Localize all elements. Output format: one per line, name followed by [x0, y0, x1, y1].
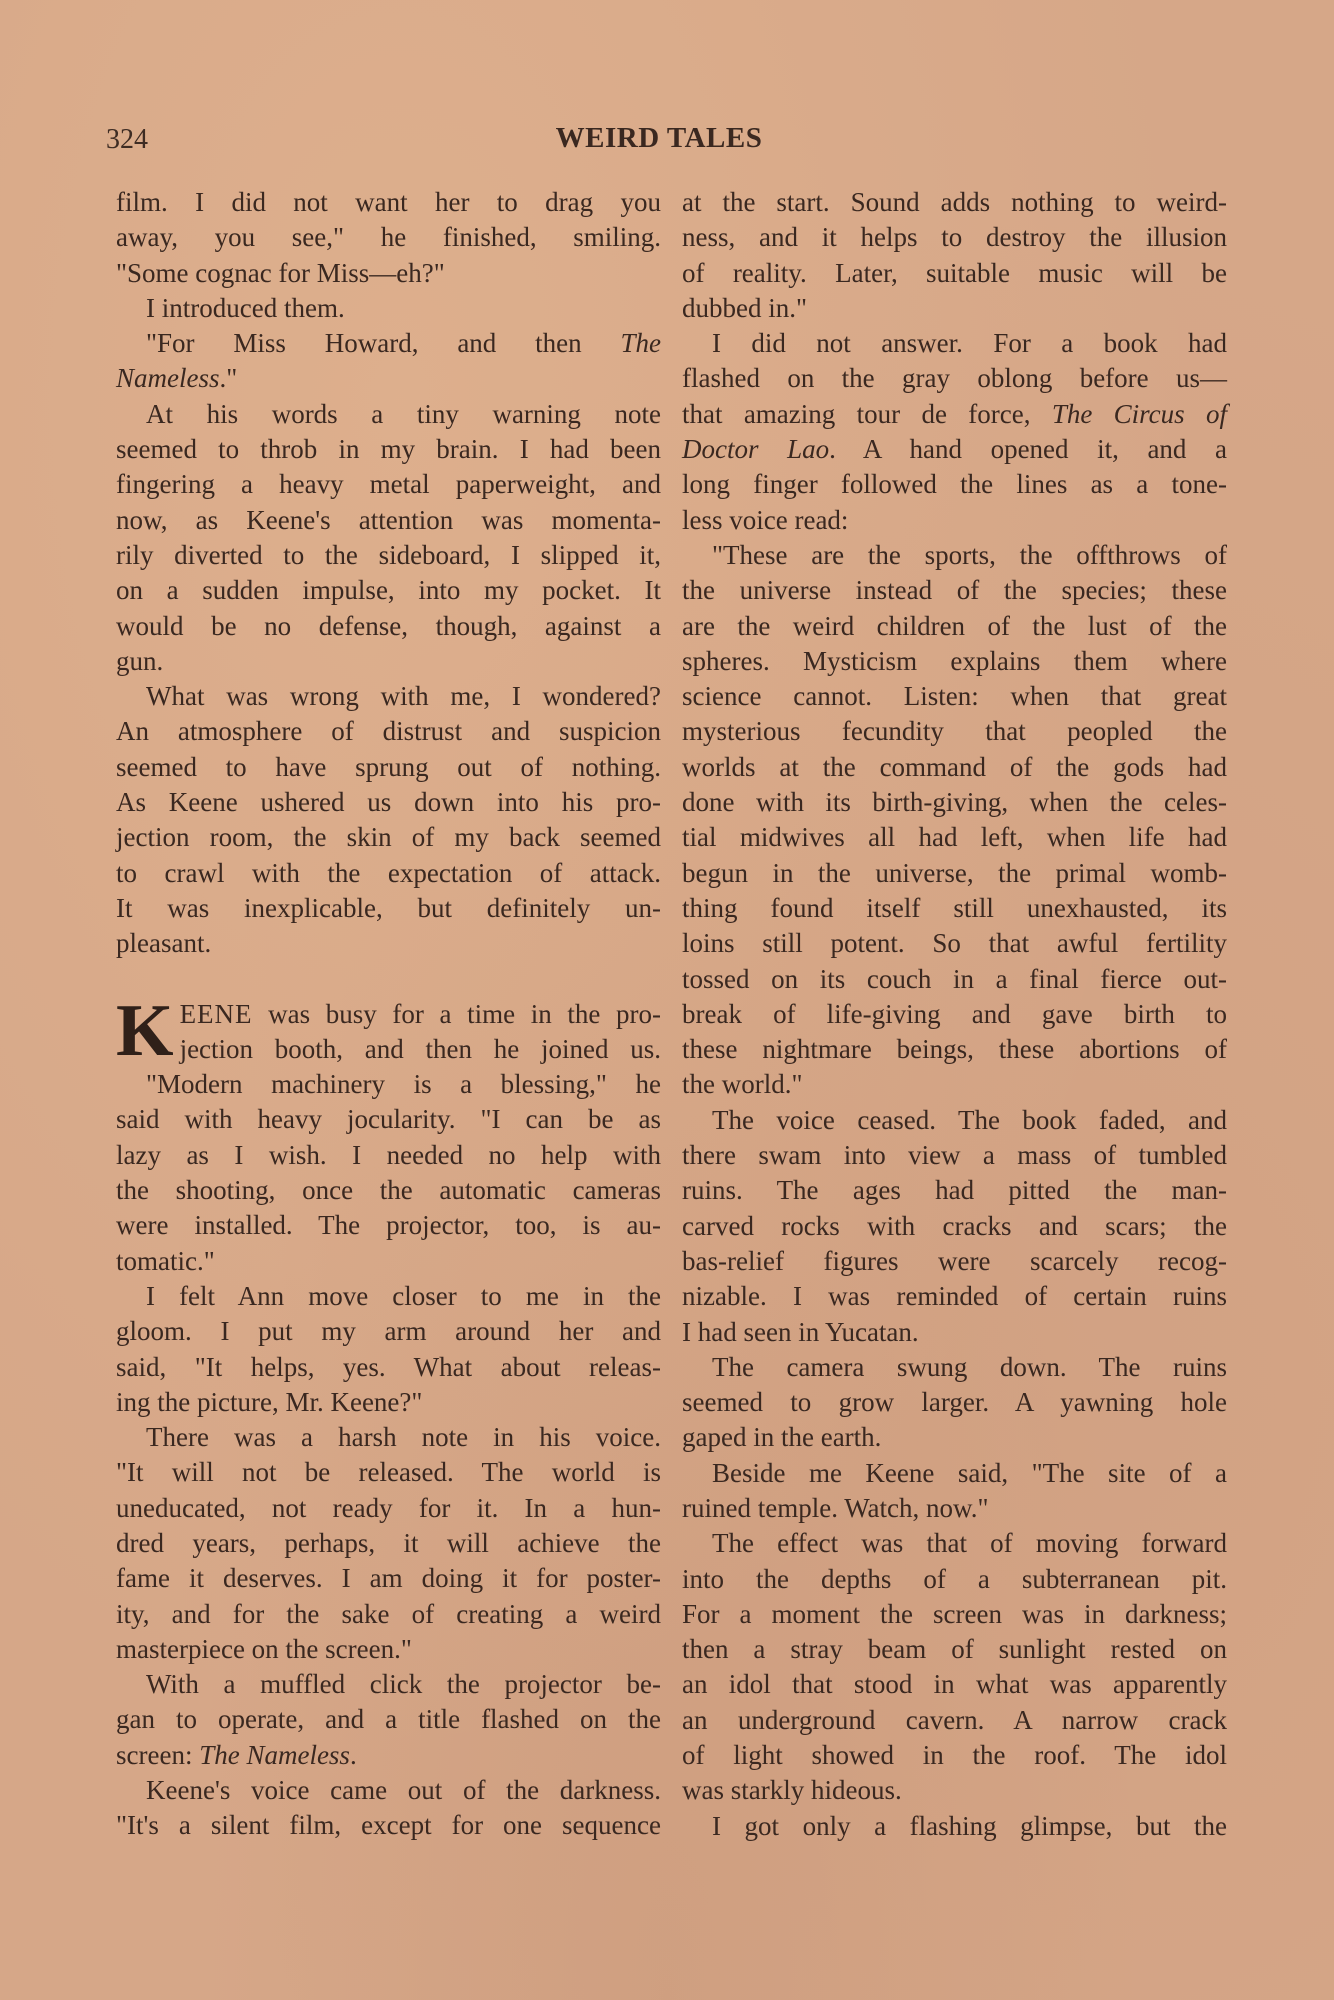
- text-span: .: [349, 1739, 357, 1770]
- text-line: jection booth, and then he joined us.: [179, 1033, 661, 1064]
- text-span: that amazing tour de force,: [682, 398, 1052, 429]
- text-line: tomatic.": [116, 1245, 215, 1276]
- text-span: .": [219, 363, 238, 394]
- text-line: to crawl with the expectation of attack.: [116, 857, 661, 888]
- paragraph: [116, 185, 661, 291]
- text-line: begun in the universe, the primal womb-: [682, 857, 1227, 888]
- small-caps-word: EENE: [179, 998, 253, 1029]
- text-line: these nightmare beings, these abortions of: [682, 1034, 1227, 1065]
- text-line: break of life-giving and gave birth to: [682, 998, 1227, 1029]
- text-line: dubbed in.": [682, 292, 808, 323]
- text-line: pleasant.: [116, 928, 212, 959]
- text-line: would be no defense, though, against a: [116, 610, 661, 641]
- text-line: masterpiece on the screen.": [116, 1633, 412, 1664]
- text-line: on a sudden impulse, into my pocket. It: [116, 575, 661, 606]
- text-line: ness, and it helps to destroy the illusion: [682, 222, 1227, 253]
- text-line: seemed to grow larger. A yawning hole: [682, 1387, 1227, 1418]
- paragraph: [682, 185, 1227, 326]
- paragraph: [682, 1456, 1227, 1527]
- text-line: [682, 432, 1227, 467]
- text-line: carved rocks with cracks and scars; the: [682, 1210, 1227, 1241]
- right-column: [682, 185, 1227, 1844]
- text-line: [116, 1738, 661, 1773]
- text-span: screen:: [116, 1739, 200, 1770]
- text-line: ruins. The ages had pitted the man-: [682, 1175, 1227, 1206]
- text-line: As Keene ushered us down into his pro-: [116, 787, 661, 818]
- text-line: [116, 997, 661, 1032]
- text-line: the shooting, once the automatic cameras: [116, 1175, 661, 1206]
- text-line: There was a harsh note in his voice.: [146, 1422, 661, 1453]
- text-line: The camera swung down. The ruins: [712, 1351, 1227, 1382]
- text-line: I felt Ann move closer to me in the: [146, 1280, 661, 1311]
- text-line: "These are the sports, the offthrows of: [712, 539, 1227, 570]
- text-line: film. I did not want her to drag you: [116, 187, 661, 217]
- paragraph: [682, 1103, 1227, 1350]
- text-line: at the start. Sound adds nothing to weird-: [682, 187, 1227, 217]
- paragraph-dropcap: [116, 989, 661, 1072]
- text-line: The effect was that of moving forward: [712, 1528, 1227, 1559]
- text-line: away, you see," he finished, smiling.: [116, 222, 661, 253]
- text-line: I did not answer. For a book had: [712, 328, 1227, 359]
- text-line: With a muffled click the projector be-: [146, 1669, 661, 1700]
- text-line: ing the picture, Mr. Keene?": [116, 1386, 423, 1417]
- text-line: I had seen in Yucatan.: [682, 1316, 919, 1347]
- left-column: [116, 185, 661, 1844]
- text-line: "Modern machinery is a blessing," he: [146, 1069, 661, 1100]
- text-line: I got only a flashing glimpse, but the: [712, 1810, 1227, 1841]
- text-line: I introduced them.: [146, 292, 345, 323]
- text-line: fingering a heavy metal paperweight, and: [116, 469, 661, 500]
- text-line: were installed. The projector, too, is au-: [116, 1210, 661, 1241]
- text-line: rily diverted to the sideboard, I slipped it,: [116, 539, 661, 570]
- text-line: said with heavy jocularity. "I can be as: [116, 1104, 661, 1135]
- text-span: was busy for a time in the pro-: [252, 998, 661, 1029]
- text-line: tossed on its couch in a final fierce out-: [682, 963, 1227, 994]
- text-line: done with its birth-giving, when the celes-: [682, 787, 1227, 818]
- paragraph: [116, 1067, 661, 1279]
- text-line: jection room, the skin of my back seemed: [116, 822, 661, 853]
- text-line: tial midwives all had left, when life had: [682, 822, 1227, 853]
- text-line: It was inexplicable, but definitely un-: [116, 892, 661, 923]
- text-line: mysterious fecundity that peopled the: [682, 716, 1227, 747]
- text-span: "For Miss Howard, and then: [146, 328, 621, 359]
- paragraph: [116, 1420, 661, 1667]
- text-line: An atmosphere of distrust and suspicion: [116, 716, 661, 747]
- text-line: an underground cavern. A narrow crack: [682, 1704, 1227, 1735]
- paragraph: [116, 397, 661, 679]
- page-number: 324: [106, 124, 148, 155]
- text-line: At his words a tiny warning note: [146, 398, 661, 429]
- text-line: lazy as I wish. I needed no help with: [116, 1139, 661, 1170]
- paragraph: [682, 1526, 1227, 1808]
- text-line: The voice ceased. The book faded, and: [712, 1104, 1227, 1135]
- text-line: ruined temple. Watch, now.": [682, 1492, 989, 1523]
- text-line: seemed to throb in my brain. I had been: [116, 434, 661, 465]
- paragraph: [116, 679, 661, 961]
- text-line: there swam into view a mass of tumbled: [682, 1140, 1227, 1171]
- text-line: fame it deserves. I am doing it for poster-: [116, 1563, 661, 1594]
- paragraph: [116, 291, 661, 326]
- text-line: long finger followed the lines as a tone-: [682, 469, 1227, 500]
- text-line: was starkly hideous.: [682, 1775, 902, 1806]
- text-line: "Some cognac for Miss—eh?": [116, 257, 445, 288]
- paragraph: [682, 538, 1227, 1103]
- paragraph: [116, 326, 661, 397]
- text-line: into the depths of a subterranean pit.: [682, 1563, 1227, 1594]
- text-line: flashed on the gray oblong before us—: [682, 363, 1227, 394]
- text-line: gloom. I put my arm around her and: [116, 1316, 661, 1347]
- text-line: dred years, perhaps, it will achieve the: [116, 1527, 661, 1558]
- text-line: gaped in the earth.: [682, 1422, 882, 1453]
- text-line: nizable. I was reminded of certain ruins: [682, 1281, 1227, 1312]
- text-line: For a moment the screen was in darkness;: [682, 1598, 1227, 1629]
- text-line: gan to operate, and a title flashed on the: [116, 1704, 661, 1735]
- text-line: ity, and for the sake of creating a weird: [116, 1598, 661, 1629]
- italic-title: Nameless: [116, 363, 220, 394]
- text-line: spheres. Mysticism explains them where: [682, 645, 1227, 676]
- text-line: the universe instead of the species; these: [682, 575, 1227, 606]
- paragraph: [116, 1667, 661, 1773]
- italic-title: Doctor Lao: [682, 434, 830, 465]
- text-line: of reality. Later, suitable music will be: [682, 257, 1227, 288]
- text-line: Beside me Keene said, "The site of a: [712, 1457, 1227, 1488]
- paragraph: [116, 1279, 661, 1420]
- paragraph: [682, 1350, 1227, 1456]
- text-line: are the weird children of the lust of the: [682, 610, 1227, 641]
- text-line: seemed to have sprung out of nothing.: [116, 751, 661, 782]
- italic-title: The Circus of: [1051, 398, 1227, 429]
- paragraph: [682, 1809, 1227, 1844]
- text-line: thing found itself still unexhausted, its: [682, 892, 1227, 923]
- text-line: [682, 397, 1227, 432]
- text-line: bas-relief figures were scarcely recog-: [682, 1245, 1227, 1276]
- paragraph: [116, 1773, 661, 1844]
- text-line: said, "It helps, yes. What about releas-: [116, 1351, 661, 1382]
- paragraph: [682, 326, 1227, 538]
- text-line: "It's a silent film, except for one sequence: [116, 1810, 661, 1841]
- section-break: [116, 962, 661, 997]
- text-line: [116, 361, 661, 396]
- text-line: [116, 326, 661, 361]
- text-line: then a stray beam of sunlight rested on: [682, 1634, 1227, 1665]
- text-line: "It will not be released. The world is: [116, 1457, 661, 1488]
- running-title: WEIRD TALES: [555, 122, 763, 154]
- italic-title: The Nameless: [199, 1739, 350, 1770]
- text-line: less voice read:: [682, 504, 849, 535]
- page-header: [106, 120, 1212, 160]
- text-line: loins still potent. So that awful fertility: [682, 928, 1227, 959]
- text-line: Keene's voice came out of the darkness.: [146, 1775, 661, 1806]
- text-line: worlds at the command of the gods had: [682, 751, 1227, 782]
- text-line: science cannot. Listen: when that great: [682, 681, 1227, 712]
- text-span: . A hand opened it, and a: [829, 434, 1227, 465]
- text-line: an idol that stood in what was apparently: [682, 1669, 1227, 1700]
- text-line: uneducated, not ready for it. In a hun-: [116, 1492, 661, 1523]
- text-line: gun.: [116, 645, 164, 676]
- text-line: of light showed in the roof. The idol: [682, 1740, 1227, 1771]
- drop-cap: K: [116, 989, 174, 1072]
- text-line: What was wrong with me, I wondered?: [146, 681, 661, 712]
- text-line: now, as Keene's attention was momenta-: [116, 504, 661, 535]
- italic-title: The: [620, 328, 661, 359]
- text-line: the world.": [682, 1069, 803, 1100]
